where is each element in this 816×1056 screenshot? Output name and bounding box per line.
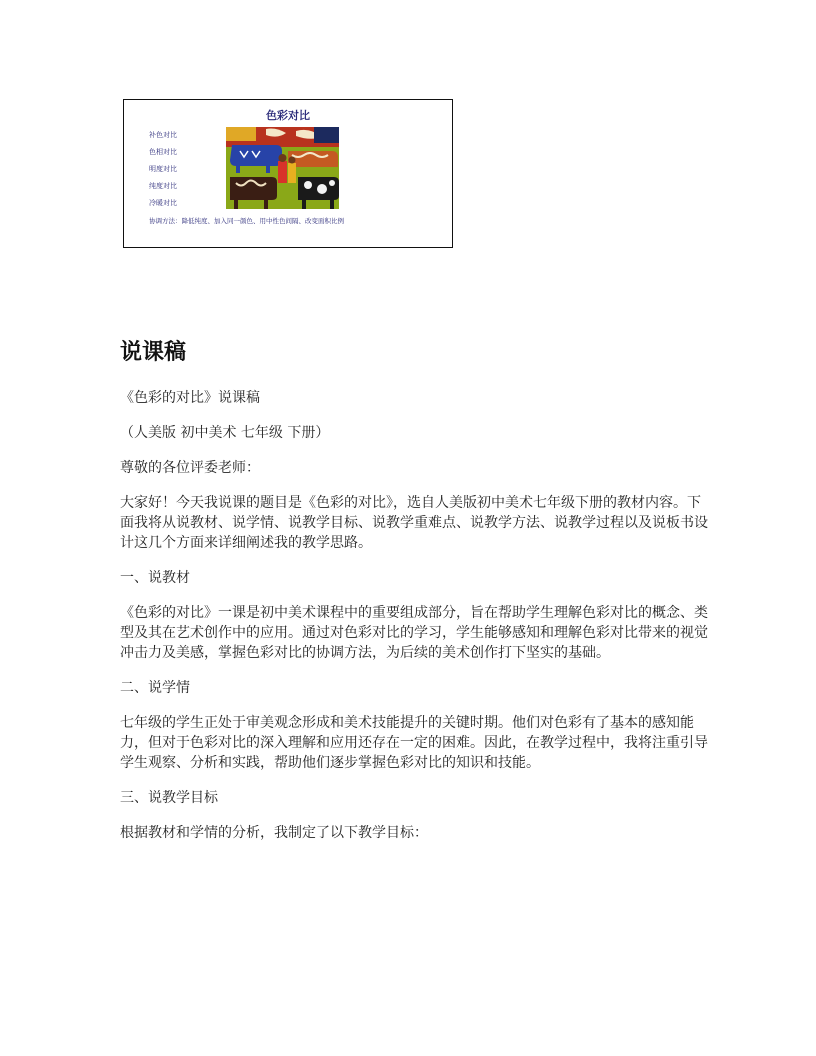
contrast-item-hue: 色相对比	[149, 148, 177, 156]
objectives-paragraph: 根据教材和学情的分析，我制定了以下教学目标：	[120, 825, 428, 841]
slide-title: 色彩对比	[266, 109, 310, 122]
contrast-item-warm-cool: 冷暖对比	[149, 199, 177, 207]
section-heading-textbook: 一、说教材	[120, 570, 190, 586]
contrast-item-complementary: 补色对比	[149, 131, 177, 139]
section-heading-objectives: 三、说教学目标	[120, 790, 218, 806]
section-heading-students: 二、说学情	[120, 680, 190, 696]
lesson-title: 《色彩的对比》说课稿	[120, 390, 260, 406]
contrast-item-saturation: 纯度对比	[149, 182, 177, 190]
document-heading: 说课稿	[120, 340, 187, 365]
textbook-paragraph: 《色彩的对比》一课是初中美术课程中的重要组成部分，旨在帮助学生理解色彩对比的概念、类型及其在艺术创作中的应用。通过对色彩对比的学习，学生能够感知和理解色彩对比带来的视觉冲击力及美感，掌握色彩对比的协调方法，为后续的美术创作打下坚实的基础。	[120, 605, 708, 661]
greeting: 尊敬的各位评委老师：	[120, 460, 260, 476]
intro-paragraph: 大家好！今天我说课的题目是《色彩的对比》，选自人美版初中美术七年级下册的教材内容。下面我将从说教材、说学情、说教学目标、说教学重难点、说教学方法、说教学过程以及说板书设计这几个方面来详细阐述我的教学思路。	[120, 495, 708, 551]
students-paragraph: 七年级的学生正处于审美观念形成和美术技能提升的关键时期。他们对色彩有了基本的感知能力，但对于色彩对比的深入理解和应用还存在一定的困难。因此，在教学过程中，我将注重引导学生观察、分析和实践，帮助他们逐步掌握色彩对比的知识和技能。	[120, 715, 708, 771]
contrast-item-value: 明度对比	[149, 165, 177, 173]
document-body	[120, 388, 710, 858]
folk-painting-image	[226, 127, 339, 209]
contrast-type-list	[149, 131, 177, 216]
slide-figure	[123, 99, 453, 248]
edition-note: （人美版 初中美术 七年级 下册）	[120, 425, 330, 441]
harmony-methods-text: 协调方法：降低纯度、加入同一颜色、用中性色间隔、改变面积比例	[149, 217, 344, 225]
